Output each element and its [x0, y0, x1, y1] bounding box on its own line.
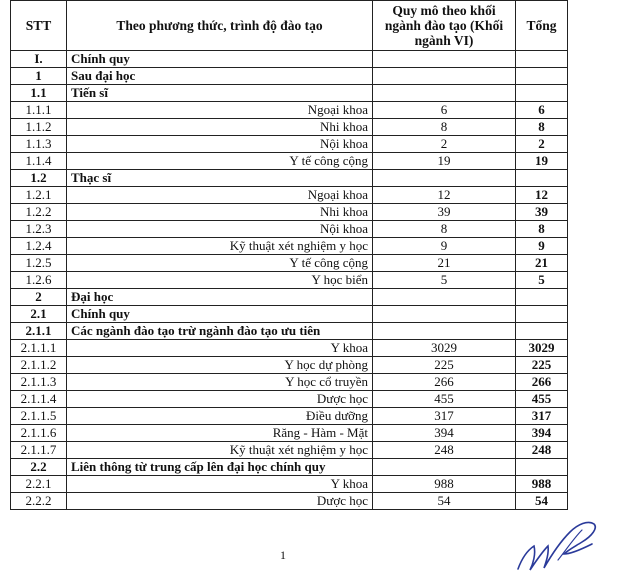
row-stt: 2.1.1.7: [11, 442, 67, 459]
row-total: 8: [516, 221, 568, 238]
row-name: Nội khoa: [67, 136, 373, 153]
row-total: [516, 170, 568, 187]
row-scale-value: 8: [373, 221, 516, 238]
row-scale-value: [373, 289, 516, 306]
row-name: Đại học: [67, 289, 373, 306]
row-name: Ngoại khoa: [67, 187, 373, 204]
row-total: [516, 85, 568, 102]
header-stt: STT: [11, 1, 67, 51]
table-row: [11, 425, 568, 442]
row-name: Y khoa: [67, 340, 373, 357]
row-stt: 1.1: [11, 85, 67, 102]
table-body: [11, 51, 568, 510]
row-scale-value: 5: [373, 272, 516, 289]
row-stt: 2.1.1.5: [11, 408, 67, 425]
row-stt: 1.1.3: [11, 136, 67, 153]
row-stt: 2.1.1.6: [11, 425, 67, 442]
header-total: Tổng: [516, 1, 568, 51]
row-scale-value: 248: [373, 442, 516, 459]
row-name: Sau đại học: [67, 68, 373, 85]
table-row: [11, 459, 568, 476]
row-total: 12: [516, 187, 568, 204]
row-scale-value: 3029: [373, 340, 516, 357]
row-stt: 1: [11, 68, 67, 85]
handwritten-signature-icon: [508, 514, 608, 574]
table-row: [11, 357, 568, 374]
row-total: 19: [516, 153, 568, 170]
table-row: [11, 170, 568, 187]
row-stt: 2.2.1: [11, 476, 67, 493]
row-scale-value: 12: [373, 187, 516, 204]
table-row: [11, 238, 568, 255]
row-stt: 1.1.2: [11, 119, 67, 136]
table-row: [11, 102, 568, 119]
row-name: Dược học: [67, 391, 373, 408]
row-stt: 2.1: [11, 306, 67, 323]
table-row: [11, 408, 568, 425]
row-stt: 1.1.1: [11, 102, 67, 119]
row-scale-value: [373, 85, 516, 102]
row-scale-value: 988: [373, 476, 516, 493]
row-stt: 2: [11, 289, 67, 306]
row-total: 248: [516, 442, 568, 459]
row-scale-value: [373, 170, 516, 187]
row-total: [516, 51, 568, 68]
table-row: [11, 136, 568, 153]
row-stt: 1.2.2: [11, 204, 67, 221]
row-total: 394: [516, 425, 568, 442]
row-total: 266: [516, 374, 568, 391]
row-stt: 1.2.1: [11, 187, 67, 204]
row-stt: 1.1.4: [11, 153, 67, 170]
row-total: 317: [516, 408, 568, 425]
row-scale-value: [373, 51, 516, 68]
table-row: [11, 272, 568, 289]
row-stt: 1.2.4: [11, 238, 67, 255]
table-row: [11, 476, 568, 493]
row-total: 54: [516, 493, 568, 510]
table-row: [11, 221, 568, 238]
table-row: [11, 442, 568, 459]
row-scale-value: 39: [373, 204, 516, 221]
row-scale-value: 54: [373, 493, 516, 510]
row-name: Nội khoa: [67, 221, 373, 238]
row-name: Ngoại khoa: [67, 102, 373, 119]
row-total: [516, 289, 568, 306]
row-total: 5: [516, 272, 568, 289]
table-row: [11, 323, 568, 340]
row-stt: 1.2.6: [11, 272, 67, 289]
row-name: Điều dưỡng: [67, 408, 373, 425]
row-scale-value: 21: [373, 255, 516, 272]
table-header-row: [11, 1, 568, 51]
row-name: Kỹ thuật xét nghiệm y học: [67, 238, 373, 255]
row-stt: 1.2.3: [11, 221, 67, 238]
row-scale-value: 317: [373, 408, 516, 425]
row-name: Chính quy: [67, 51, 373, 68]
table-row: [11, 153, 568, 170]
row-name: Chính quy: [67, 306, 373, 323]
table-row: [11, 187, 568, 204]
row-name: Liên thông từ trung cấp lên đại học chính quy: [67, 459, 373, 476]
page-number: 1: [280, 548, 286, 562]
row-stt: 2.1.1.3: [11, 374, 67, 391]
row-total: 8: [516, 119, 568, 136]
enrollment-table: [10, 0, 568, 510]
row-scale-value: 9: [373, 238, 516, 255]
row-scale-value: 266: [373, 374, 516, 391]
table-row: [11, 119, 568, 136]
row-total: 21: [516, 255, 568, 272]
row-name: Y tế công cộng: [67, 255, 373, 272]
row-scale-value: [373, 323, 516, 340]
row-scale-value: 394: [373, 425, 516, 442]
row-scale-value: 2: [373, 136, 516, 153]
row-name: Các ngành đào tạo trừ ngành đào tạo ưu tiên: [67, 323, 373, 340]
row-total: [516, 323, 568, 340]
row-total: 9: [516, 238, 568, 255]
table-row: [11, 204, 568, 221]
table-row: [11, 391, 568, 408]
row-stt: I.: [11, 51, 67, 68]
table-row: [11, 374, 568, 391]
row-total: 3029: [516, 340, 568, 357]
header-scale: Quy mô theo khối ngành đào tạo (Khối ngành VI): [373, 1, 516, 51]
table-row: [11, 493, 568, 510]
row-total: [516, 306, 568, 323]
row-total: 455: [516, 391, 568, 408]
table-row: [11, 289, 568, 306]
row-total: 2: [516, 136, 568, 153]
row-scale-value: 225: [373, 357, 516, 374]
row-scale-value: [373, 459, 516, 476]
row-total: 39: [516, 204, 568, 221]
row-total: 988: [516, 476, 568, 493]
row-total: 225: [516, 357, 568, 374]
row-stt: 2.1.1.4: [11, 391, 67, 408]
row-scale-value: [373, 306, 516, 323]
table-row: [11, 68, 568, 85]
row-name: Kỹ thuật xét nghiệm y học: [67, 442, 373, 459]
row-stt: 2.1.1.2: [11, 357, 67, 374]
table-row: [11, 306, 568, 323]
row-total: [516, 68, 568, 85]
row-stt: 2.2.2: [11, 493, 67, 510]
header-method: Theo phương thức, trình độ đào tạo: [67, 1, 373, 51]
row-name: Y khoa: [67, 476, 373, 493]
row-stt: 2.2: [11, 459, 67, 476]
row-name: Y tế công cộng: [67, 153, 373, 170]
row-scale-value: [373, 68, 516, 85]
table-row: [11, 340, 568, 357]
table-row: [11, 85, 568, 102]
row-scale-value: 8: [373, 119, 516, 136]
row-name: Nhi khoa: [67, 119, 373, 136]
row-name: Dược học: [67, 493, 373, 510]
row-stt: 2.1.1.1: [11, 340, 67, 357]
row-name: Tiến sĩ: [67, 85, 373, 102]
row-name: Nhi khoa: [67, 204, 373, 221]
table-row: [11, 51, 568, 68]
row-stt: 1.2.5: [11, 255, 67, 272]
row-name: Răng - Hàm - Mặt: [67, 425, 373, 442]
row-total: 6: [516, 102, 568, 119]
row-stt: 2.1.1: [11, 323, 67, 340]
row-name: Y học biển: [67, 272, 373, 289]
table-row: [11, 255, 568, 272]
row-scale-value: 6: [373, 102, 516, 119]
row-name: Y học cổ truyền: [67, 374, 373, 391]
row-name: Y học dự phòng: [67, 357, 373, 374]
row-scale-value: 455: [373, 391, 516, 408]
row-total: [516, 459, 568, 476]
row-stt: 1.2: [11, 170, 67, 187]
row-scale-value: 19: [373, 153, 516, 170]
row-name: Thạc sĩ: [67, 170, 373, 187]
